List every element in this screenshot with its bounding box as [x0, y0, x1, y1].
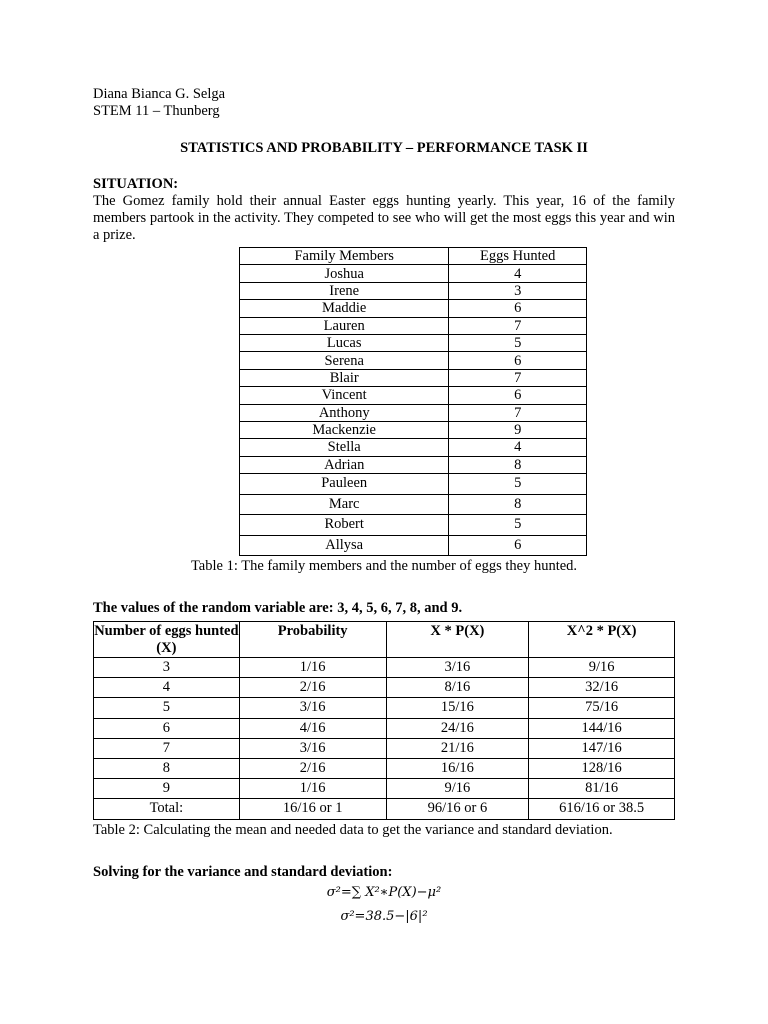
table-cell: 9/16: [386, 779, 529, 799]
table-cell: 2/16: [239, 758, 386, 778]
table-row: [240, 387, 587, 404]
table-cell: 616/16 or 38.5: [529, 799, 675, 819]
family-eggs-table: [239, 247, 587, 556]
member-name-cell: Robert: [240, 515, 449, 536]
member-name-cell: Lauren: [240, 317, 449, 334]
eggs-count-cell: 5: [449, 474, 587, 495]
table-cell: 2/16: [239, 678, 386, 698]
member-name-cell: Maddie: [240, 300, 449, 317]
variance-substitution: σ²=38.5−|6|²: [340, 909, 428, 924]
table-row: [94, 718, 675, 738]
eggs-count-cell: 5: [449, 515, 587, 536]
table-cell: 144/16: [529, 718, 675, 738]
member-name-cell: Mackenzie: [240, 421, 449, 438]
situation-paragraph: The Gomez family hold their annual Easter eggs hunting yearly. This year, 16 of the family members partook in the activity. They competed to see who will get the most eggs this year and win a prize.: [93, 193, 675, 243]
table-cell: 16/16 or 1: [239, 799, 386, 819]
column-header: Probability: [239, 622, 386, 658]
member-name-cell: Allysa: [240, 535, 449, 556]
member-name-cell: Vincent: [240, 387, 449, 404]
table-row: [240, 317, 587, 334]
member-name-cell: Joshua: [240, 265, 449, 282]
table-row: [240, 535, 587, 556]
table1-caption: Table 1: The family members and the number of eggs they hunted.: [190, 558, 578, 574]
variance-formula: σ²=∑ X²∗P(X)−μ²: [326, 885, 442, 900]
eggs-count-cell: 5: [449, 334, 587, 351]
table-cell: 9: [94, 779, 240, 799]
table-cell: 7: [94, 738, 240, 758]
table-cell: 96/16 or 6: [386, 799, 529, 819]
table-row: [240, 515, 587, 536]
member-name-cell: Marc: [240, 494, 449, 515]
column-header: X^2 * P(X): [529, 622, 675, 658]
eggs-count-cell: 8: [449, 494, 587, 515]
author-name: Diana Bianca G. Selga: [93, 86, 226, 102]
table-cell: 75/16: [529, 698, 675, 718]
table-row: [240, 421, 587, 438]
table-cell: 8: [94, 758, 240, 778]
member-name-cell: Anthony: [240, 404, 449, 421]
eggs-count-cell: 4: [449, 439, 587, 456]
document-title: STATISTICS AND PROBABILITY – PERFORMANCE TASK II: [180, 140, 588, 156]
member-name-cell: Blair: [240, 369, 449, 386]
table-cell: 128/16: [529, 758, 675, 778]
document-body: [93, 86, 675, 244]
table-row: [94, 758, 675, 778]
table-cell: 147/16: [529, 738, 675, 758]
table-row: [240, 300, 587, 317]
eggs-count-cell: 3: [449, 282, 587, 299]
member-name-cell: Adrian: [240, 456, 449, 473]
table-row: [240, 456, 587, 473]
member-name-cell: Lucas: [240, 334, 449, 351]
eggs-count-cell: 4: [449, 265, 587, 282]
eggs-count-cell: 8: [449, 456, 587, 473]
member-name-cell: Stella: [240, 439, 449, 456]
column-header: X * P(X): [386, 622, 529, 658]
table-row: [94, 698, 675, 718]
probability-table: [93, 621, 675, 820]
eggs-count-cell: 7: [449, 404, 587, 421]
eggs-count-cell: 6: [449, 300, 587, 317]
table-row: [94, 738, 675, 758]
author-section: STEM 11 – Thunberg: [93, 103, 220, 119]
table-cell: 8/16: [386, 678, 529, 698]
table-row: [240, 369, 587, 386]
table-row: [240, 282, 587, 299]
table-row: [240, 334, 587, 351]
table-cell: Total:: [94, 799, 240, 819]
table-cell: 81/16: [529, 779, 675, 799]
random-variable-values: The values of the random variable are: 3, 4, 5, 6, 7, 8, and 9.: [93, 600, 463, 616]
table-cell: 4: [94, 678, 240, 698]
eggs-count-cell: 9: [449, 421, 587, 438]
table-cell: 3/16: [239, 698, 386, 718]
table-header-row: [240, 248, 587, 265]
table-cell: 5: [94, 698, 240, 718]
table-row: [94, 658, 675, 678]
table-header-row: [94, 622, 675, 658]
table-cell: 1/16: [239, 779, 386, 799]
eggs-count-cell: 7: [449, 317, 587, 334]
table-row: [94, 779, 675, 799]
table-cell: 24/16: [386, 718, 529, 738]
table-cell: 15/16: [386, 698, 529, 718]
total-row: [94, 799, 675, 819]
eggs-count-cell: 6: [449, 387, 587, 404]
table-cell: 6: [94, 718, 240, 738]
table-cell: 3: [94, 658, 240, 678]
member-name-cell: Pauleen: [240, 474, 449, 495]
situation-heading: SITUATION:: [93, 176, 179, 192]
solving-heading: Solving for the variance and standard deviation:: [93, 864, 393, 880]
column-header: Family Members: [240, 248, 449, 265]
table-cell: 32/16: [529, 678, 675, 698]
table-row: [240, 439, 587, 456]
table-row: [240, 404, 587, 421]
table-cell: 9/16: [529, 658, 675, 678]
table-row: [94, 678, 675, 698]
table-cell: 21/16: [386, 738, 529, 758]
table2-caption: Table 2: Calculating the mean and needed data to get the variance and standard deviation.: [93, 822, 613, 838]
table-row: [240, 265, 587, 282]
table-cell: 4/16: [239, 718, 386, 738]
table-cell: 1/16: [239, 658, 386, 678]
member-name-cell: Irene: [240, 282, 449, 299]
table-row: [240, 474, 587, 495]
table-cell: 3/16: [386, 658, 529, 678]
column-header: Number of eggs hunted (X): [94, 623, 239, 656]
table-cell: 3/16: [239, 738, 386, 758]
eggs-count-cell: 6: [449, 352, 587, 369]
table-row: [240, 494, 587, 515]
table-row: [240, 352, 587, 369]
column-header: Eggs Hunted: [449, 248, 587, 265]
member-name-cell: Serena: [240, 352, 449, 369]
eggs-count-cell: 6: [449, 535, 587, 556]
table-cell: 16/16: [386, 758, 529, 778]
eggs-count-cell: 7: [449, 369, 587, 386]
